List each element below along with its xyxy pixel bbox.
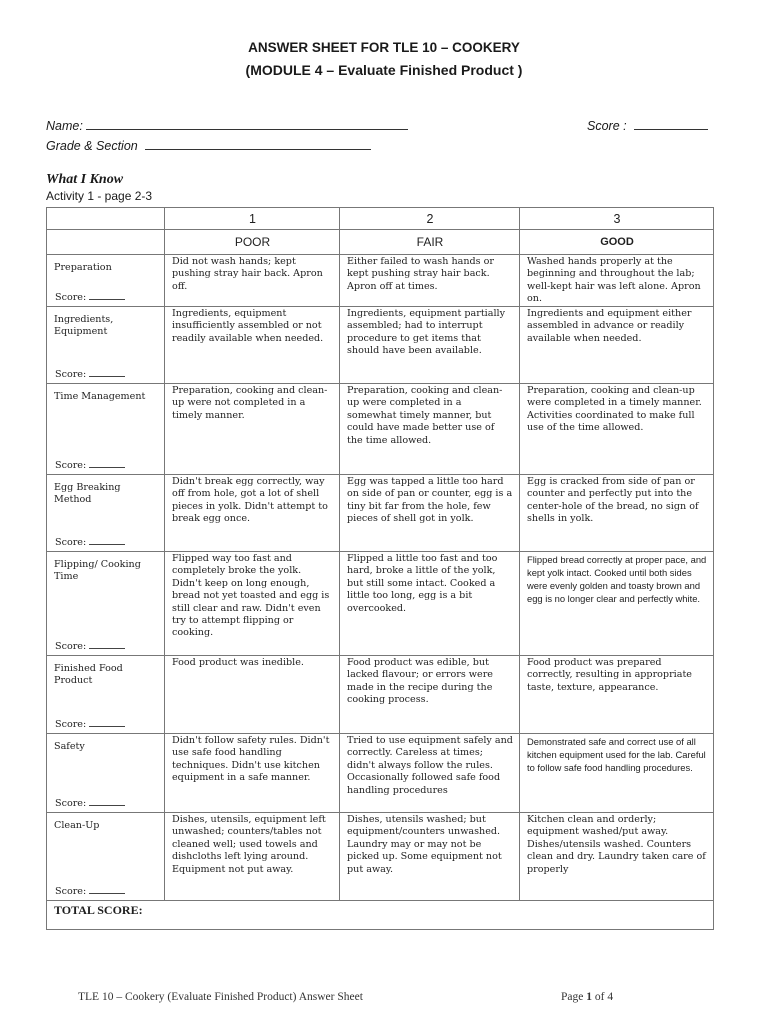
descriptor-fair: Dishes, utensils washed; but equipment/counters unwashed. Laundry may or may not be picked up. Some equipment not put away. bbox=[340, 813, 520, 901]
rubric-row bbox=[47, 552, 714, 656]
score-line bbox=[587, 117, 708, 133]
rubric-body bbox=[47, 208, 714, 930]
criterion-score bbox=[55, 883, 125, 898]
score-blank[interactable] bbox=[89, 289, 125, 300]
descriptor-poor: Didn't follow safety rules. Didn't use safe food handling techniques. Didn't use kitchen equipment in a safe manner. bbox=[165, 734, 340, 813]
criterion-label: Egg Breaking Method bbox=[54, 482, 121, 506]
descriptor-fair: Flipped a little too fast and too hard, broke a little of the yolk, but still some intact. Cooked a little too long, egg is a bit overcooked. bbox=[340, 552, 520, 656]
level-fair: FAIR bbox=[340, 230, 520, 255]
descriptor-good: Ingredients and equipment either assembled in advance or readily available when needed. bbox=[520, 307, 714, 384]
grade-field[interactable] bbox=[145, 137, 371, 150]
score-blank[interactable] bbox=[89, 457, 125, 468]
level-good: GOOD bbox=[520, 230, 714, 255]
column-number-row bbox=[47, 208, 714, 230]
level-poor: POOR bbox=[165, 230, 340, 255]
rubric-row bbox=[47, 475, 714, 552]
rubric-row bbox=[47, 384, 714, 475]
criterion-label: Preparation bbox=[54, 262, 112, 273]
document-title: ANSWER SHEET FOR TLE 10 – COOKERY bbox=[248, 40, 520, 55]
criterion-label: Ingredients, Equipment bbox=[54, 314, 114, 338]
score-blank[interactable] bbox=[89, 795, 125, 806]
descriptor-good: Kitchen clean and orderly; equipment washed/put away. Dishes/utensils washed. Counters clean and dry. Laundry taken care of properly bbox=[520, 813, 714, 901]
criterion-score bbox=[55, 716, 125, 731]
level-row bbox=[47, 230, 714, 255]
rubric-row bbox=[47, 307, 714, 384]
criterion-cell bbox=[47, 656, 165, 734]
column-number: 2 bbox=[340, 208, 520, 230]
score-label: Score: bbox=[55, 459, 87, 471]
criterion-score bbox=[55, 534, 125, 549]
rubric-row bbox=[47, 255, 714, 307]
descriptor-fair: Tried to use equipment safely and correctly. Careless at times; didn't always follow the rules. Occasionally followed safe food handling procedures bbox=[340, 734, 520, 813]
criterion-cell bbox=[47, 734, 165, 813]
descriptor-poor: Dishes, utensils, equipment left unwashed; counters/tables not cleaned well; used towels and dishcloths left lying around. Equipment not put away. bbox=[165, 813, 340, 901]
score-label: Score: bbox=[55, 885, 87, 897]
criterion-score bbox=[55, 366, 125, 381]
document-subtitle: (MODULE 4 – Evaluate Finished Product ) bbox=[245, 62, 523, 78]
total-score-label: TOTAL SCORE: bbox=[47, 901, 714, 930]
footer-left: TLE 10 – Cookery (Evaluate Finished Product) Answer Sheet bbox=[78, 991, 363, 1003]
criterion-label: Flipping/ Cooking Time bbox=[54, 559, 141, 583]
criterion-cell bbox=[47, 475, 165, 552]
rubric-row bbox=[47, 656, 714, 734]
corner-cell bbox=[47, 208, 165, 230]
criterion-score bbox=[55, 638, 125, 653]
column-number: 1 bbox=[165, 208, 340, 230]
criterion-cell bbox=[47, 384, 165, 475]
descriptor-good: Washed hands properly at the beginning and throughout the lab; well-kept hair was left alone. Apron on. bbox=[520, 255, 714, 307]
descriptor-poor: Food product was inedible. bbox=[165, 656, 340, 734]
total-row bbox=[47, 901, 714, 930]
descriptor-good: Demonstrated safe and correct use of all kitchen equipment used for the lab. Careful to follow safe food handling procedures. bbox=[520, 734, 714, 813]
criterion-label: Time Management bbox=[54, 391, 146, 402]
criterion-score bbox=[55, 795, 125, 810]
descriptor-fair: Preparation, cooking and clean-up were completed in a somewhat timely manner, but could have made better use of the time allowed. bbox=[340, 384, 520, 475]
level-corner-cell bbox=[47, 230, 165, 255]
name-label: Name: bbox=[46, 119, 83, 133]
descriptor-poor: Ingredients, equipment insufficiently assembled or not readily available when needed. bbox=[165, 307, 340, 384]
rubric-table bbox=[46, 207, 714, 930]
descriptor-fair: Egg was tapped a little too hard on side of pan or counter, egg is a tiny bit far from the hole, few pieces of shell got in yolk. bbox=[340, 475, 520, 552]
score-blank[interactable] bbox=[89, 716, 125, 727]
descriptor-fair: Food product was edible, but lacked flavour; or errors were made in the recipe during the cooking process. bbox=[340, 656, 520, 734]
page-prefix: Page bbox=[561, 991, 584, 1003]
descriptor-good: Preparation, cooking and clean-up were completed in a timely manner. Activities coordinated to make full use of the time allowed. bbox=[520, 384, 714, 475]
descriptor-poor: Didn't break egg correctly, way off from hole, got a lot of shell pieces in yolk. Didn't attempt to break egg once. bbox=[165, 475, 340, 552]
descriptor-poor: Flipped way too fast and completely broke the yolk. Didn't keep on long enough, bread not yet toasted and egg is still clear and raw. Didn't even try to attempt flipping or cooking. bbox=[165, 552, 340, 656]
score-field[interactable] bbox=[634, 117, 708, 130]
score-blank[interactable] bbox=[89, 366, 125, 377]
criterion-label: Finished Food Product bbox=[54, 663, 123, 687]
column-number: 3 bbox=[520, 208, 714, 230]
page-current: 1 bbox=[586, 991, 592, 1003]
score-label: Score: bbox=[55, 640, 87, 652]
descriptor-good: Flipped bread correctly at proper pace, and kept yolk intact. Cooked until both sides were evenly golden and toasty brown and egg is no longer clear and perfectly white. bbox=[520, 552, 714, 656]
score-blank[interactable] bbox=[89, 883, 125, 894]
descriptor-poor: Preparation, cooking and clean-up were not completed in a timely manner. bbox=[165, 384, 340, 475]
page-of: of bbox=[594, 991, 605, 1003]
criterion-label: Safety bbox=[54, 741, 85, 752]
rubric-row bbox=[47, 734, 714, 813]
descriptor-good: Food product was prepared correctly, resulting in appropriate taste, texture, appearance. bbox=[520, 656, 714, 734]
descriptor-fair: Either failed to wash hands or kept pushing stray hair back. Apron off at times. bbox=[340, 255, 520, 307]
activity-label: Activity 1 - page 2-3 bbox=[46, 189, 153, 203]
criterion-score bbox=[55, 289, 125, 304]
criterion-label: Clean-Up bbox=[54, 820, 100, 831]
score-label: Score: bbox=[55, 368, 87, 380]
score-label: Score: bbox=[55, 797, 87, 809]
criterion-cell bbox=[47, 552, 165, 656]
name-line bbox=[46, 117, 408, 133]
page-total: 4 bbox=[607, 991, 614, 1003]
grade-line bbox=[46, 137, 371, 153]
page-number bbox=[561, 991, 613, 1003]
criterion-score bbox=[55, 457, 125, 472]
grade-label: Grade & Section bbox=[46, 139, 138, 153]
score-label: Score: bbox=[55, 718, 87, 730]
criterion-cell bbox=[47, 307, 165, 384]
descriptor-fair: Ingredients, equipment partially assembled; had to interrupt procedure to get items that should have been available. bbox=[340, 307, 520, 384]
descriptor-poor: Did not wash hands; kept pushing stray hair back. Apron off. bbox=[165, 255, 340, 307]
score-blank[interactable] bbox=[89, 638, 125, 649]
score-label: Score: bbox=[55, 291, 87, 303]
descriptor-good: Egg is cracked from side of pan or counter and perfectly put into the center-hole of the bread, no sign of shells in yolk. bbox=[520, 475, 714, 552]
score-blank[interactable] bbox=[89, 534, 125, 545]
section-heading: What I Know bbox=[46, 172, 124, 187]
name-field[interactable] bbox=[86, 117, 408, 130]
criterion-cell bbox=[47, 255, 165, 307]
rubric-row bbox=[47, 813, 714, 901]
score-label: Score: bbox=[55, 536, 87, 548]
score-label: Score : bbox=[587, 119, 627, 133]
criterion-cell bbox=[47, 813, 165, 901]
